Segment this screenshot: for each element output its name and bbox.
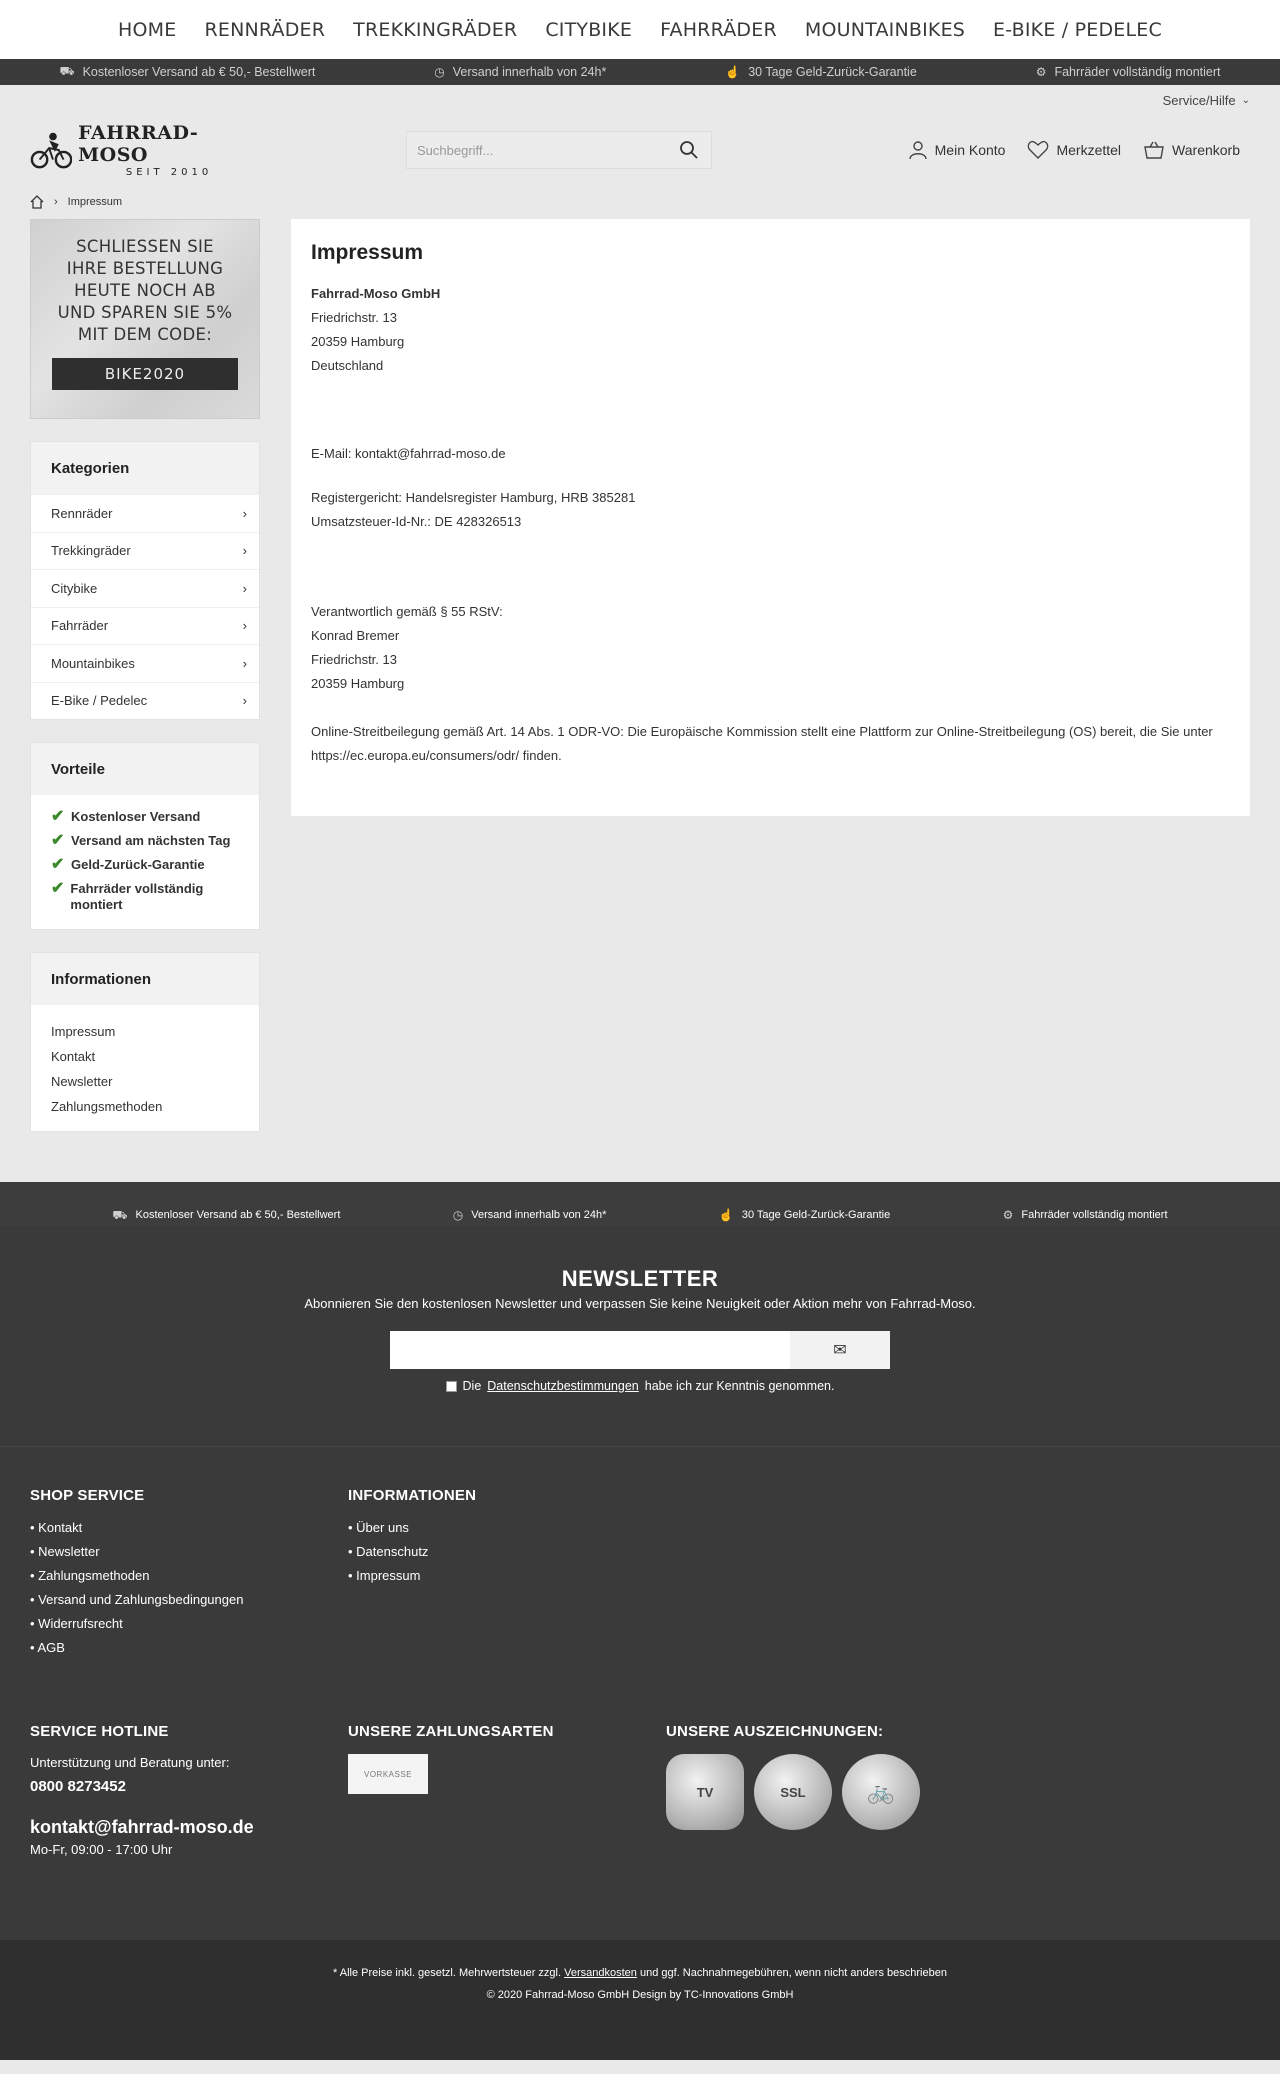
page-title: Impressum — [311, 241, 424, 264]
cyclist-logo-icon — [30, 130, 72, 170]
info-link[interactable]: Kontakt — [51, 1049, 96, 1064]
logo-name: FAHRRAD-MOSO — [78, 122, 199, 166]
promo-code: BIKE2020 — [52, 358, 238, 390]
awards-title: UNSERE AUSZEICHNUNGEN: — [666, 1723, 884, 1740]
breadcrumb — [0, 185, 1280, 219]
categories-box — [30, 441, 260, 720]
newsletter-title: NEWSLETTER — [561, 1266, 719, 1291]
gear-icon: ⚙ — [1002, 1208, 1014, 1222]
responsible-city: 20359 Hamburg — [311, 676, 405, 691]
company-name: Fahrrad-Moso GmbH — [311, 286, 441, 301]
category-item[interactable] — [31, 494, 259, 532]
usp-item — [453, 1204, 607, 1226]
hotline-column — [30, 1723, 348, 1857]
chevron-right-icon: › — [242, 618, 247, 634]
advantage-label: Versand am nächsten Tag — [71, 833, 231, 848]
wishlist-label: Merkzettel — [1056, 142, 1122, 158]
service-menu[interactable] — [0, 85, 1280, 115]
account-link[interactable] — [908, 140, 1006, 160]
promo-line: MIT DEM CODE: — [77, 325, 213, 344]
breadcrumb-current[interactable]: Impressum — [67, 196, 123, 208]
hotline-email[interactable]: kontakt@fahrrad-moso.de — [30, 1817, 254, 1837]
usp-text: Versand innerhalb von 24h* — [452, 65, 607, 79]
gear-icon: ⚙ — [1035, 65, 1047, 79]
clock-icon: ◷ — [434, 65, 445, 79]
usp-text: 30 Tage Geld-Zurück-Garantie — [748, 65, 917, 79]
advantage-item — [51, 881, 249, 913]
promo-line: UND SPAREN SIE 5% — [57, 303, 233, 322]
user-icon — [908, 140, 928, 160]
basket-icon — [1143, 140, 1165, 160]
category-item[interactable] — [31, 607, 259, 645]
truck-icon: ⛟ — [112, 1208, 128, 1222]
awards-column — [666, 1723, 984, 1857]
footer-link[interactable]: • Newsletter — [30, 1544, 100, 1559]
envelope-icon: ✉ — [833, 1342, 847, 1359]
usp-text: 30 Tage Geld-Zurück-Garantie — [741, 1209, 891, 1221]
content-panel — [291, 219, 1250, 816]
register-court: Registergericht: Handelsregister Hamburg, HRB 385281 — [311, 490, 636, 505]
usp-item — [1036, 65, 1221, 79]
usp-item — [725, 65, 917, 79]
usp-item — [434, 65, 606, 79]
checkmark-icon: ✔ — [51, 856, 65, 873]
heart-icon — [1027, 140, 1049, 160]
usp-item — [1003, 1204, 1168, 1226]
bike-award-badge-icon: 🚲 — [842, 1754, 920, 1830]
usp-text: Kostenloser Versand ab € 50,- Bestellwert — [135, 1209, 341, 1221]
footer-link[interactable]: • Impressum — [348, 1568, 421, 1583]
thumbs-up-icon: ☝ — [718, 1208, 734, 1222]
usp-bar-top — [0, 59, 1280, 85]
info-link[interactable]: Newsletter — [51, 1074, 113, 1089]
advantage-item — [51, 857, 249, 873]
address-country: Deutschland — [311, 358, 384, 373]
nav-rennraeder[interactable]: RENNRÄDER — [204, 18, 326, 41]
copyright-bar — [0, 1940, 1280, 2060]
privacy-checkbox[interactable] — [446, 1381, 457, 1392]
footer-link[interactable]: • Über uns — [348, 1520, 409, 1535]
footer-link[interactable]: • Widerrufsrecht — [30, 1616, 123, 1631]
contact-email: E-Mail: kontakt@fahrrad-moso.de — [311, 446, 506, 461]
category-item[interactable] — [31, 682, 259, 720]
usp-item — [112, 1204, 340, 1226]
checkmark-icon: ✔ — [51, 832, 65, 849]
nav-home[interactable]: HOME — [118, 18, 177, 41]
usp-text: Fahrräder vollständig montiert — [1021, 1209, 1168, 1221]
search-box[interactable] — [406, 131, 712, 169]
logo[interactable] — [30, 122, 260, 178]
promo-banner[interactable] — [30, 219, 260, 419]
promo-line: HEUTE NOCH AB — [74, 281, 216, 300]
checkmark-icon: ✔ — [51, 880, 65, 897]
advantages-title: Vorteile — [31, 743, 259, 795]
category-item[interactable] — [31, 644, 259, 682]
service-label: Service/Hilfe — [1162, 92, 1236, 108]
home-icon[interactable] — [30, 195, 44, 209]
price-notice: * Alle Preise inkl. gesetzl. Mehrwertsteuer zzgl. Versandkosten und ggf. Nachnahmegebühren, wenn nicht anders beschrieben — [333, 1967, 947, 1979]
category-item[interactable] — [31, 569, 259, 607]
advantage-label: Fahrräder vollständig montiert — [70, 881, 204, 912]
hotline-title: SERVICE HOTLINE — [30, 1723, 169, 1740]
advantage-item — [51, 809, 249, 825]
newsletter-subtitle: Abonnieren Sie den kostenlosen Newsletter und verpassen Sie keine Neuigkeit oder Aktion mehr von Fahrrad-Moso. — [304, 1296, 976, 1311]
tv-award-badge-icon: TV — [666, 1754, 744, 1830]
category-label: Rennräder — [51, 505, 113, 521]
info-link[interactable]: Zahlungsmethoden — [51, 1099, 163, 1114]
usp-text: Kostenloser Versand ab € 50,- Bestellwert — [82, 65, 316, 79]
footer-link[interactable]: • Zahlungsmethoden — [30, 1568, 150, 1583]
hotline-hours: Mo-Fr, 09:00 - 17:00 Uhr — [30, 1842, 173, 1857]
main-area — [0, 219, 1280, 1182]
logo-subtitle: SEIT 2010 — [125, 167, 213, 178]
nav-mountainbikes[interactable]: MOUNTAINBIKES — [804, 18, 966, 41]
info-link[interactable]: Impressum — [51, 1024, 116, 1039]
chevron-right-icon: › — [242, 543, 247, 559]
clock-icon: ◷ — [452, 1208, 464, 1222]
checkmark-icon: ✔ — [51, 808, 65, 825]
category-item[interactable] — [31, 532, 259, 570]
thumbs-up-icon: ☝ — [725, 65, 741, 79]
category-label: Fahrräder — [51, 618, 109, 634]
shipping-costs-link[interactable]: Versandkosten — [564, 1967, 637, 1979]
advantage-label: Kostenloser Versand — [71, 809, 201, 824]
chevron-down-icon: ⌄ — [1241, 94, 1250, 106]
chevron-right-icon: › — [242, 580, 247, 596]
footer-link[interactable]: • Kontakt — [30, 1520, 83, 1535]
copyright-text: © 2020 Fahrrad-Moso GmbH Design by TC-Innovations GmbH — [486, 1989, 794, 2001]
footer-link[interactable]: • AGB — [30, 1640, 65, 1655]
footer — [0, 1446, 1280, 1940]
header-actions — [908, 115, 1240, 185]
chevron-right-icon: › — [54, 196, 58, 208]
category-label: Mountainbikes — [51, 655, 135, 671]
chevron-right-icon: › — [242, 505, 247, 521]
nav-citybike[interactable]: CITYBIKE — [545, 18, 633, 41]
hotline-label: Unterstützung und Beratung unter: — [30, 1755, 230, 1770]
wishlist-link[interactable] — [1027, 140, 1121, 160]
odr-notice: Online-Streitbeilegung gemäß Art. 14 Abs. 1 ODR-VO: Die Europäische Kommission stellt eine Plattform zur Online-Streitbeilegung (OS) bereit, die Sie unter https://ec.europa.eu/consumers/odr/ finden. — [311, 724, 1213, 763]
consent-text: Die — [462, 1379, 482, 1393]
search-input[interactable]: Suchbegriff... — [417, 142, 494, 158]
responsible-person: Konrad Bremer — [311, 628, 400, 643]
nav-trekkingraeder[interactable]: TREKKINGRÄDER — [353, 18, 518, 41]
vorkasse-logo: VORKASSE — [348, 1754, 428, 1794]
footer-link[interactable]: • Versand und Zahlungsbedingungen — [30, 1592, 244, 1607]
chevron-right-icon: › — [242, 655, 247, 671]
footer-link[interactable]: • Datenschutz — [348, 1544, 429, 1559]
address-street: Friedrichstr. 13 — [311, 310, 397, 325]
main-navigation — [0, 0, 1280, 59]
cart-label: Warenkorb — [1172, 142, 1240, 158]
promo-line: IHRE BESTELLUNG — [66, 259, 224, 278]
ssl-transaction-badge-icon: SSL — [754, 1754, 832, 1830]
newsletter-email-input[interactable] — [390, 1331, 790, 1369]
cart-link[interactable] — [1143, 140, 1240, 160]
information-title: Informationen — [31, 953, 259, 1005]
advantages-box — [30, 742, 260, 930]
responsible-heading: Verantwortlich gemäß § 55 RStV: — [311, 604, 503, 619]
privacy-consent — [0, 1379, 1280, 1393]
informationen-column — [348, 1487, 666, 1660]
shop-service-column — [30, 1487, 348, 1660]
hotline-phone[interactable]: 0800 8273452 — [30, 1778, 126, 1795]
promo-line: SCHLIESSEN SIE — [76, 237, 214, 256]
nav-fahrraeder[interactable]: FAHRRÄDER — [660, 18, 777, 41]
payment-column — [348, 1723, 666, 1857]
header — [0, 115, 1280, 185]
newsletter-section — [0, 1226, 1280, 1446]
address-city: 20359 Hamburg — [311, 334, 405, 349]
advantage-label: Geld-Zurück-Garantie — [71, 857, 205, 872]
newsletter-form — [390, 1331, 890, 1369]
shop-service-title: SHOP SERVICE — [30, 1487, 145, 1504]
usp-item — [59, 64, 315, 80]
sidebar — [30, 219, 260, 1182]
nav-ebike[interactable]: E-BIKE / PEDELEC — [993, 18, 1162, 41]
consent-text: habe ich zur Kenntnis genommen. — [644, 1379, 835, 1393]
information-box — [30, 952, 260, 1132]
newsletter-submit-button[interactable] — [790, 1331, 890, 1369]
usp-text: Fahrräder vollständig montiert — [1054, 65, 1221, 79]
chevron-right-icon: › — [242, 693, 247, 709]
vat-id: Umsatzsteuer-Id-Nr.: DE 428326513 — [311, 514, 522, 529]
truck-icon: ⛟ — [59, 64, 75, 78]
payment-title: UNSERE ZAHLUNGSARTEN — [348, 1723, 554, 1740]
category-label: Trekkingräder — [51, 543, 131, 559]
search-icon[interactable] — [679, 140, 699, 160]
advantage-item — [51, 833, 249, 849]
informationen-title: INFORMATIONEN — [348, 1487, 477, 1504]
account-label: Mein Konto — [934, 142, 1006, 158]
category-label: E-Bike / Pedelec — [51, 693, 148, 709]
usp-text: Versand innerhalb von 24h* — [471, 1209, 607, 1221]
category-label: Citybike — [51, 580, 98, 596]
usp-item — [719, 1204, 890, 1226]
categories-title: Kategorien — [31, 442, 259, 494]
privacy-link[interactable]: Datenschutzbestimmungen — [487, 1379, 639, 1393]
usp-bar-bottom — [0, 1182, 1280, 1226]
responsible-street: Friedrichstr. 13 — [311, 652, 397, 667]
